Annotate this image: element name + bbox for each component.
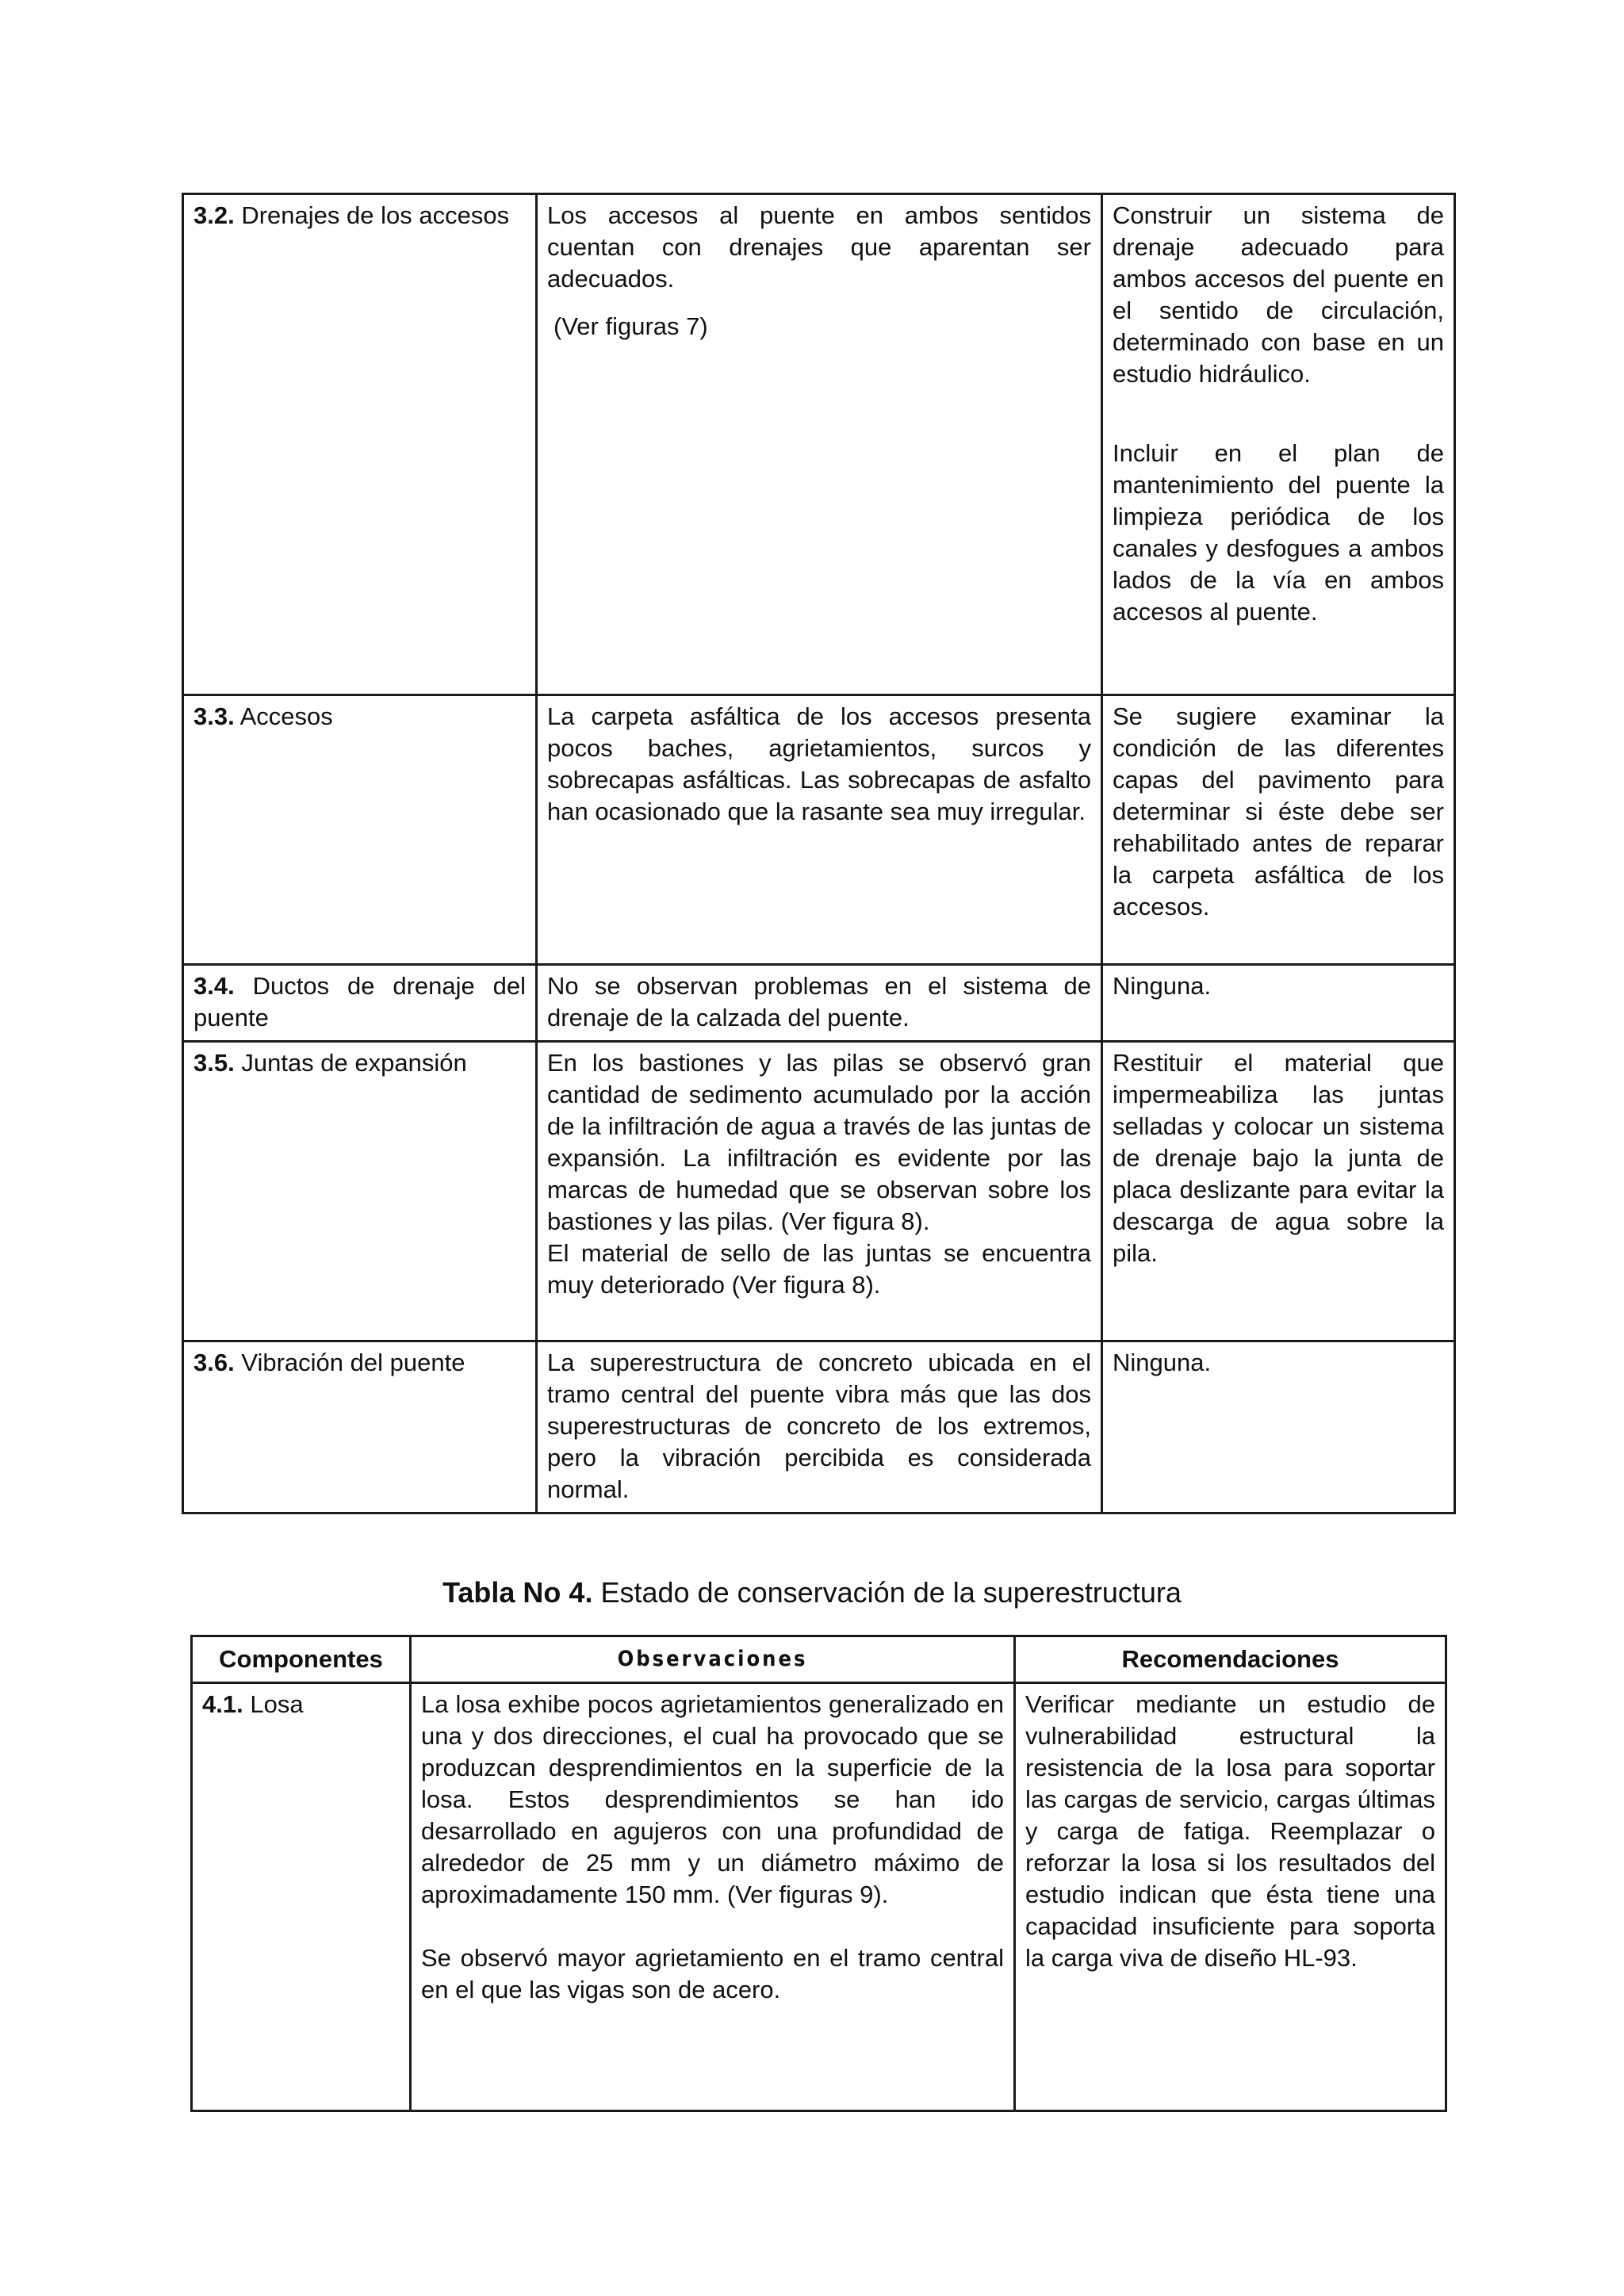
observation-text: La losa exhibe pocos agrietamientos generalizado en una y dos direcciones, el cual ha provocado que se produzcan desprendimientos en la superficie de la losa. Estos desprendimientos se han ido desarrollado en agujeros con una profundidad de alrededor de 25 mm y un diámetro máximo de aproximadamente 150 mm. (Ver figuras 9). [421,1690,1004,1908]
recommendation-text: Ninguna. [1113,972,1212,1000]
recommendation-cell [1102,194,1455,695]
observation-text: Los accesos al puente en ambos sentidos cuentan con drenajes que aparentan ser adecuados. [547,201,1091,293]
component-cell [192,1683,411,2111]
component-label: Drenajes de los accesos [241,201,510,229]
component-cell [183,1341,537,1513]
substructure-table [182,193,1456,1514]
table-row [183,965,1455,1042]
observation-text: No se observan problemas en el sistema de drenaje de la calzada del puente. [547,972,1091,1031]
recommendation-text: Construir un sistema de drenaje adecuado para ambos accesos del puente en el sentido de circulación, determinado con base en un estudio hidráulico. [1113,201,1444,388]
observation-cell [411,1683,1015,2111]
recommendation-text: Incluir en el plan de mantenimiento del puente la limpieza periódica de los canales y desfogues a ambos lados de la vía en ambos accesos al puente. [1113,439,1444,626]
figure-reference: (Ver figuras 7) [553,312,708,340]
table-row [183,1042,1455,1341]
column-header-components: Componentes [192,1636,411,1683]
observation-cell [537,1042,1102,1341]
item-number: 3.6. [193,1349,235,1376]
table-header-row [192,1636,1446,1683]
superstructure-table [190,1635,1447,2112]
observation-text: La carpeta asfáltica de los accesos presenta pocos baches, agrietamientos, surcos y sobrecapas asfálticas. Las sobrecapas de asfalto han ocasionado que la rasante sea muy irregular. [547,702,1091,825]
component-label: Losa [250,1690,304,1718]
caption-label: Tabla No 4. [442,1576,593,1609]
recommendation-text: Ninguna. [1113,1349,1212,1376]
component-label: Vibración del puente [241,1349,465,1376]
component-label: Accesos [239,702,333,730]
observation-text: La superestructura de concreto ubicada en el tramo central del puente vibra más que las dos superestructuras de concreto de los extremos, pero la vibración percibida es considerada normal. [547,1349,1091,1503]
recommendation-text: Se sugiere examinar la condición de las diferentes capas del pavimento para determinar si éste debe ser rehabilitado antes de reparar la carpeta asfáltica de los accesos. [1113,702,1444,920]
recommendation-cell [1015,1683,1446,2111]
table-row [183,1341,1455,1513]
component-cell [183,1042,537,1341]
column-header-observations: Observaciones [411,1636,1015,1683]
component-label: Ductos de drenaje del puente [193,972,526,1031]
caption-text: Estado de conservación de la superestructura [600,1576,1182,1609]
component-label: Juntas de expansión [241,1049,467,1077]
component-cell [183,695,537,965]
observation-text: En los bastiones y las pilas se observó gran cantidad de sedimento acumulado por la acción de la infiltración de agua a través de las juntas de expansión. La infiltración es evidente por las marcas de humedad que se observan sobre los bastiones y las pilas. (Ver figura 8). [547,1049,1091,1235]
recommendation-text: Restituir el material que impermeabiliza las juntas selladas y colocar un sistema de drenaje bajo la junta de placa deslizante para evitar la descarga de agua sobre la pila. [1113,1049,1444,1267]
recommendation-cell [1102,965,1455,1042]
item-number: 3.4. [193,972,235,1000]
recommendation-cell [1102,1341,1455,1513]
component-cell [183,194,537,695]
item-number: 3.5. [193,1049,235,1077]
column-header-recommendations: Recomendaciones [1015,1636,1446,1683]
observation-cell [537,695,1102,965]
observation-text: El material de sello de las juntas se encuentra muy deteriorado (Ver figura 8). [547,1239,1091,1299]
component-cell [183,965,537,1042]
recommendation-text: Verificar mediante un estudio de vulnerabilidad estructural la resistencia de la losa para soportar las cargas de servicio, cargas últimas y carga de fatiga. Reemplazar o reforzar la losa si los resultados del estudio indican que ésta tiene una capacidad insuficiente para soporta la carga viva de diseño HL-93. [1025,1690,1435,1972]
observation-cell [537,965,1102,1042]
item-number: 3.2. [193,201,235,229]
item-number: 3.3. [193,702,235,730]
recommendation-cell [1102,1042,1455,1341]
table-caption [0,1575,1624,1610]
item-number: 4.1. [202,1690,243,1718]
table-row [183,695,1455,965]
observation-text: Se observó mayor agrietamiento en el tramo central en el que las vigas son de acero. [421,1944,1004,2003]
observation-cell [537,1341,1102,1513]
observation-cell [537,194,1102,695]
recommendation-cell [1102,695,1455,965]
table-row [183,194,1455,695]
table-row [192,1683,1446,2111]
